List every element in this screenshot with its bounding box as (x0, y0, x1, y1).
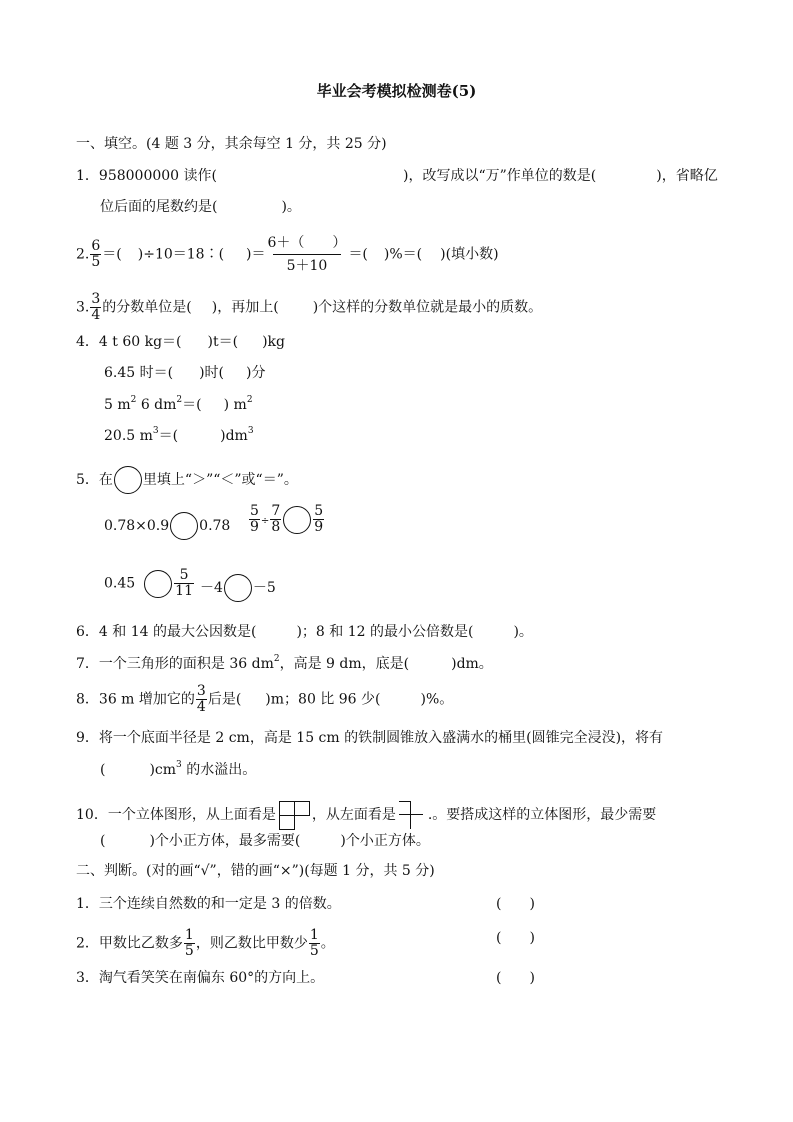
compare-circle[interactable] (224, 574, 252, 602)
section-judge-header: 二、判断。(对的画“√”，错的画“×”)(每题 1 分，共 5 分) (76, 863, 435, 879)
judge-1: 1．三个连续自然数的和一定是 3 的倍数。 (76, 896, 341, 912)
question-5-row-2-right: －4 －5 (200, 574, 276, 602)
question-8: 8．36 m 增加它的 $\frac{3}{4}$ 后是( )m；80 比 96 少( )%。 (76, 683, 454, 715)
left-view-figure (399, 801, 425, 829)
judge-3: 3．淘气看笑笑在南偏东 60°的方向上。 (76, 970, 325, 986)
fraction: $\frac{7}{8}$ (271, 503, 281, 535)
fraction: $\frac{3}{4}$ (196, 683, 206, 715)
fraction: $\frac{5}{9}$ (314, 503, 324, 535)
judge-2-answer[interactable]: ( ) (496, 930, 535, 946)
question-2: 2. $\frac{6}{5}$ ＝( )÷10＝18∶( )＝ $\frac{6+( )}{5+10}$ ＝( )%＝( )(填小数) (76, 232, 499, 277)
fraction: $\frac{1}{5}$ (309, 927, 319, 959)
judge-1-answer[interactable]: ( ) (496, 896, 535, 912)
question-5-row-1-right: $\frac{5}{9}$ ÷ $\frac{7}{8}$ $\frac{5}{9}$ (250, 503, 324, 535)
judge-3-answer[interactable]: ( ) (496, 970, 535, 986)
question-6: 6．4 和 14 的最大公因数是( )；8 和 12 的最小公倍数是( )。 (76, 624, 533, 640)
question-4-line-1: 4．4 t 60 kg＝( )t＝( )kg (76, 334, 285, 350)
fraction-large: $\frac{6+( )}{5+10}$ (267, 232, 348, 277)
compare-circle[interactable] (170, 512, 198, 540)
compare-circle[interactable] (114, 466, 142, 494)
compare-circle[interactable] (283, 506, 311, 534)
question-1-line-1: 1．958000000 读作( )，改写成以“万”作单位的数是( )，省略亿 (76, 168, 718, 184)
fraction: $\frac{6}{5}$ (91, 238, 101, 270)
question-4-line-2: 6.45 时＝( )时( )分 (104, 365, 266, 381)
question-10-line-1: 10．一个立体图形，从上面看是 ，从左面看是 .。要搭成这样的立体图形，最少需要 (76, 801, 656, 829)
question-5: 5．在 里填上“＞”“＜”或“＝”。 (76, 466, 298, 494)
question-9-line-1: 9．将一个底面半径是 2 cm，高是 15 cm 的铁制圆锥放入盛满水的桶里(圆锥完全浸没)，将有 (76, 730, 664, 746)
fraction: $\frac{5}{9}$ (250, 503, 259, 535)
question-10-line-2: ( )个小正方体，最多需要( )个小正方体。 (100, 833, 430, 849)
question-4-line-3: 5 $m^2$ 6 $dm^2=$( ) $m^2$ (104, 395, 253, 413)
judge-2: 2．甲数比乙数多 $\frac{1}{5}$ ，则乙数比甲数少 $\frac{1}{5}$ 。 (76, 927, 335, 959)
question-5-row-2-left: 0.45 $\frac{5}{11}$ (104, 567, 193, 599)
question-4-line-4: 20.5 $m^3=$( )$dm^3$ (104, 426, 254, 444)
question-7: 7．一个三角形的面积是 36 $dm^2$，高是 9 dm，底是( )dm。 (76, 654, 493, 672)
page-title: 毕业会考模拟检测卷(5) (316, 82, 477, 100)
fraction: $\frac{1}{5}$ (184, 927, 194, 959)
section-fill-header: 一、填空。(4 题 3 分，其余每空 1 分，共 25 分) (76, 136, 387, 152)
question-9-line-2: ( )$cm^3$ 的水溢出。 (100, 760, 257, 778)
question-3: 3. $\frac{3}{4}$ 的分数单位是( )，再加上( )个这样的分数单位就是最小的质数。 (76, 291, 543, 323)
compare-circle[interactable] (144, 570, 172, 598)
fraction: $\frac{5}{11}$ (175, 567, 193, 599)
question-1-line-2: 位后面的尾数约是( )。 (100, 199, 301, 215)
top-view-figure (279, 801, 309, 829)
fraction: $\frac{3}{4}$ (91, 291, 101, 323)
question-5-row-1-left: 0.78×0.9 0.78 (104, 512, 230, 540)
